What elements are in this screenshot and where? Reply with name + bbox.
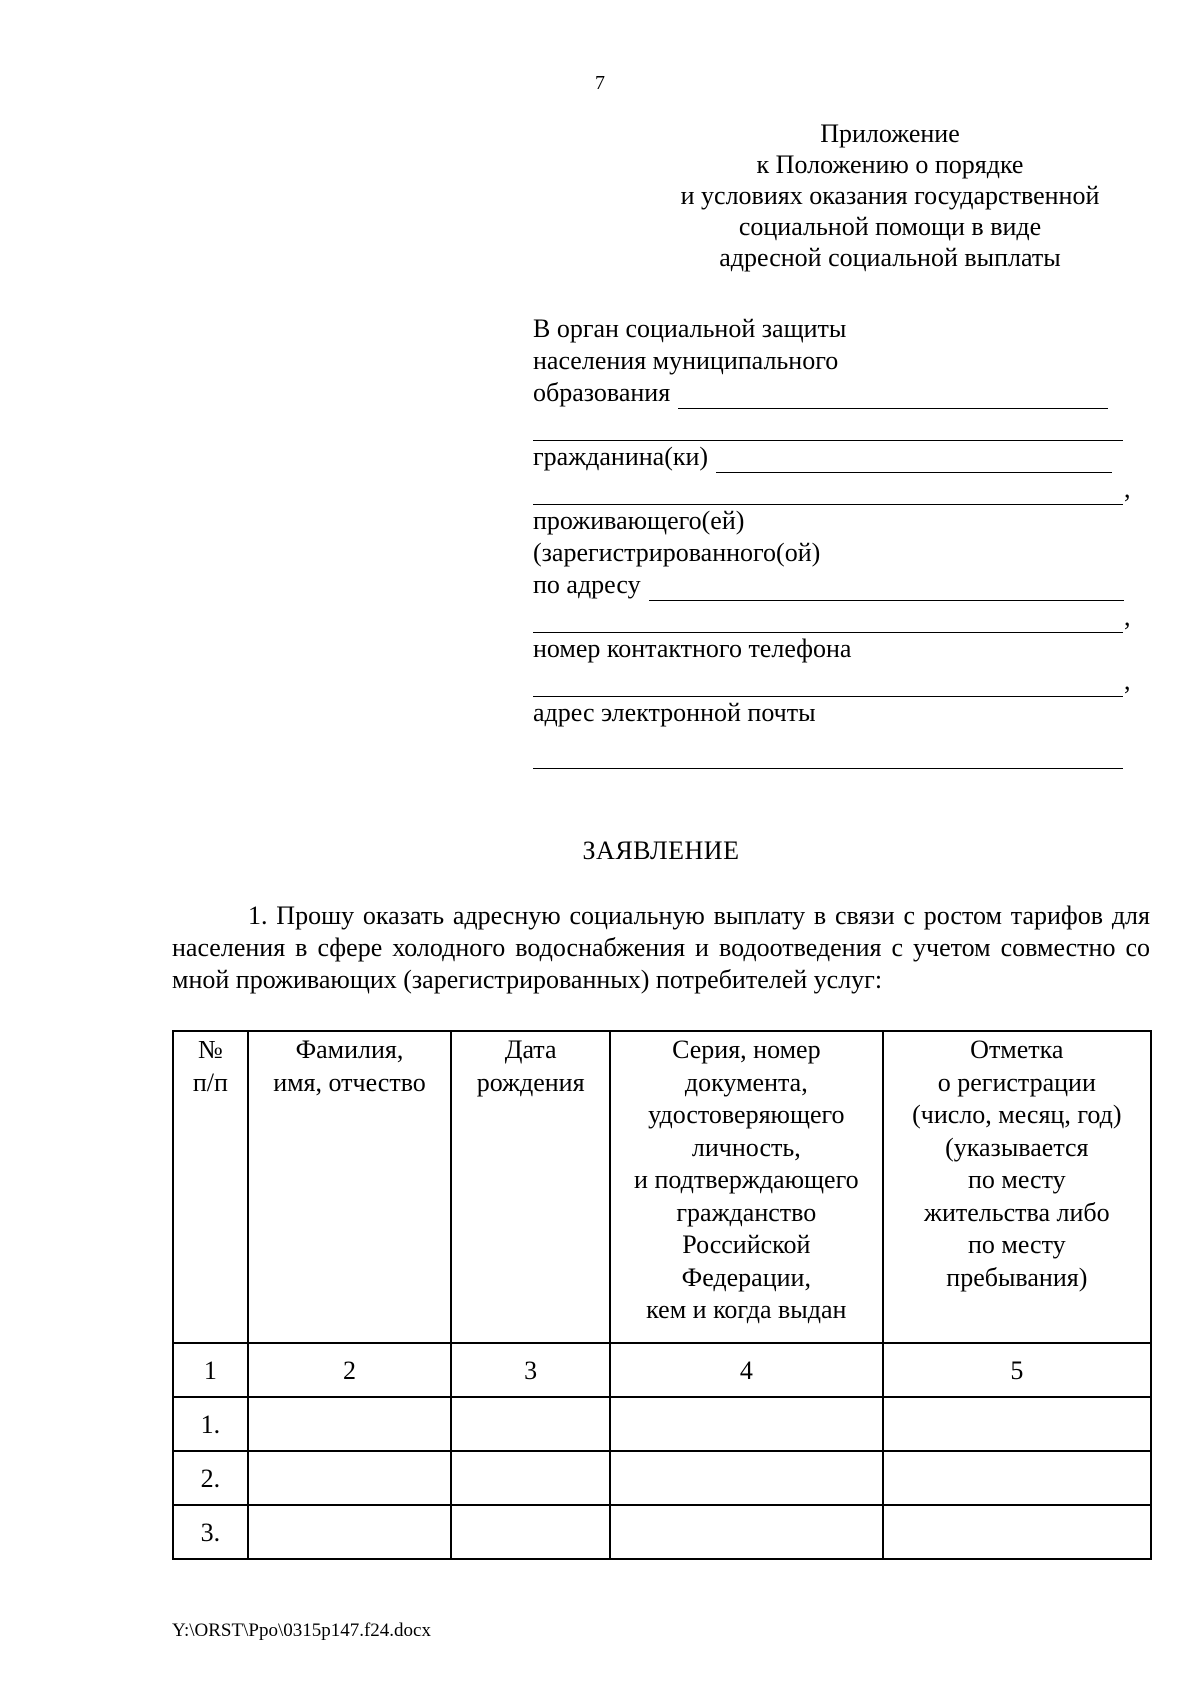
email-label: адрес электронной почты bbox=[533, 698, 816, 727]
column-number: 3 bbox=[451, 1343, 610, 1397]
header-number: № п/п bbox=[173, 1031, 248, 1343]
document-cell[interactable] bbox=[610, 1451, 883, 1505]
email-field[interactable] bbox=[533, 744, 1123, 769]
birth-date-cell[interactable] bbox=[451, 1397, 610, 1451]
municipality-field-2[interactable] bbox=[533, 416, 1123, 441]
appendix-line: адресной социальной выплаты bbox=[719, 243, 1061, 272]
file-path-footer: Y:\ORST\Ppo\0315p147.f24.docx bbox=[172, 1620, 431, 1641]
addressee-line: населения муниципального bbox=[533, 346, 839, 375]
column-number-row bbox=[173, 1343, 1151, 1397]
column-number: 5 bbox=[883, 1343, 1151, 1397]
address-row bbox=[533, 569, 1133, 601]
name-cell[interactable] bbox=[248, 1397, 452, 1451]
appendix-header bbox=[640, 118, 1140, 273]
header-birth-date: Дата рождения bbox=[451, 1031, 610, 1343]
header-full-name: Фамилия, имя, отчество bbox=[248, 1031, 452, 1343]
citizen-row-2 bbox=[533, 473, 1133, 505]
name-cell[interactable] bbox=[248, 1505, 452, 1559]
phone-field[interactable] bbox=[533, 672, 1123, 697]
appendix-line: социальной помощи в виде bbox=[738, 212, 1042, 241]
email-row bbox=[533, 729, 1133, 769]
comma: , bbox=[1124, 602, 1131, 631]
registration-cell[interactable] bbox=[883, 1505, 1151, 1559]
column-number: 1 bbox=[173, 1343, 248, 1397]
municipality-row-2 bbox=[533, 409, 1133, 441]
table-row bbox=[173, 1505, 1151, 1559]
registration-cell[interactable] bbox=[883, 1451, 1151, 1505]
addressee-block bbox=[533, 313, 1133, 769]
page-number: 7 bbox=[595, 72, 605, 94]
name-cell[interactable] bbox=[248, 1451, 452, 1505]
citizen-field[interactable] bbox=[716, 448, 1112, 473]
persons-table bbox=[172, 1030, 1152, 1560]
header-identity-document: Серия, номер документа, удостоверяющего личность, и подтверждающего гражданство Российской Федерации, кем и когда выдан bbox=[610, 1031, 883, 1343]
phone-row bbox=[533, 665, 1133, 697]
address-row-2 bbox=[533, 601, 1133, 633]
municipality-label: образования bbox=[533, 378, 671, 407]
municipality-row bbox=[533, 377, 1133, 409]
registration-cell[interactable] bbox=[883, 1397, 1151, 1451]
comma: , bbox=[1124, 474, 1131, 503]
table-header-row bbox=[173, 1031, 1151, 1343]
registered-label: (зарегистрированного(ой) bbox=[533, 538, 821, 567]
comma: , bbox=[1124, 666, 1131, 695]
municipality-field[interactable] bbox=[678, 384, 1108, 409]
address-label: по адресу bbox=[533, 570, 641, 599]
table-row bbox=[173, 1397, 1151, 1451]
birth-date-cell[interactable] bbox=[451, 1451, 610, 1505]
row-number: 3. bbox=[173, 1505, 248, 1559]
column-number: 4 bbox=[610, 1343, 883, 1397]
address-field[interactable] bbox=[649, 576, 1124, 601]
column-number: 2 bbox=[248, 1343, 452, 1397]
addressee-line: В орган социальной защиты bbox=[533, 314, 847, 343]
request-paragraph bbox=[172, 900, 1150, 996]
citizen-label: гражданина(ки) bbox=[533, 442, 709, 471]
header-registration-mark: Отметка о регистрации (число, месяц, год) (указывается по месту жительства либо по месту пребывания) bbox=[883, 1031, 1151, 1343]
citizen-field-2[interactable] bbox=[533, 480, 1123, 505]
appendix-line: к Положению о порядке bbox=[756, 150, 1024, 179]
phone-label: номер контактного телефона bbox=[533, 634, 852, 663]
citizen-row bbox=[533, 441, 1133, 473]
living-label: проживающего(ей) bbox=[533, 506, 745, 535]
document-title: ЗАЯВЛЕНИЕ bbox=[582, 836, 740, 865]
row-number: 1. bbox=[173, 1397, 248, 1451]
table-row bbox=[173, 1451, 1151, 1505]
appendix-line: и условиях оказания государственной bbox=[680, 181, 1100, 210]
document-cell[interactable] bbox=[610, 1505, 883, 1559]
row-number: 2. bbox=[173, 1451, 248, 1505]
request-text: 1. Прошу оказать адресную социальную выплату в связи с ростом тарифов для населения в сфере холодного водоснабжения и водоотведения с учетом совместно со мной проживающих (зарегистрированных) потребителей услуг: bbox=[172, 901, 1150, 994]
appendix-line: Приложение bbox=[820, 119, 960, 148]
birth-date-cell[interactable] bbox=[451, 1505, 610, 1559]
address-field-2[interactable] bbox=[533, 608, 1123, 633]
document-cell[interactable] bbox=[610, 1397, 883, 1451]
